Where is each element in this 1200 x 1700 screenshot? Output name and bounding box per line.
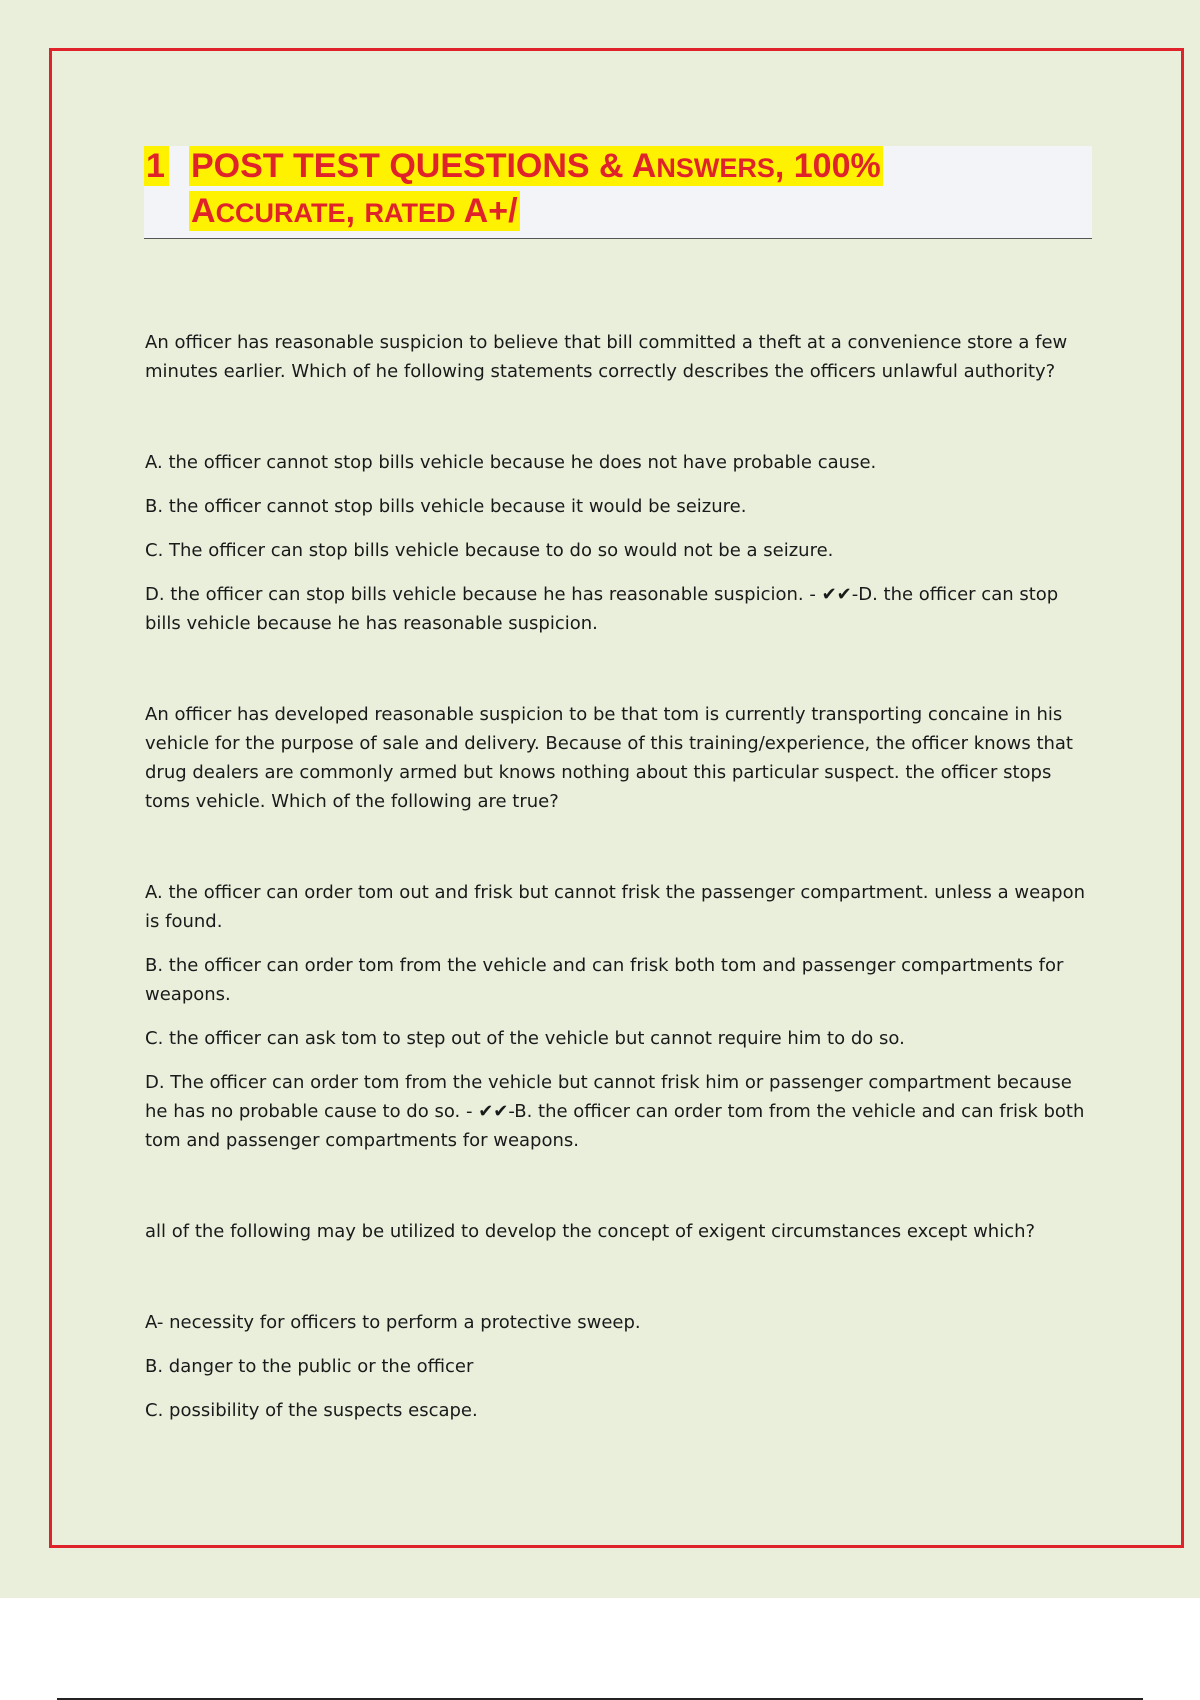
answer-option: B. danger to the public or the officer xyxy=(145,1356,474,1377)
answer-option-with-answer: D. the officer can stop bills vehicle because he has reasonable suspicion. - ✔✔-D. the officer can stop bills vehicle because he has reasonable suspicion. xyxy=(145,584,1059,634)
answer-option: B. the officer can order tom from the vehicle and can frisk both tom and passenger compartments for weapons. xyxy=(145,955,1064,1005)
answer-option: A. the officer can order tom out and frisk but cannot frisk the passenger compartment. unless a weapon is found. xyxy=(145,882,1086,932)
answer-option: A- necessity for officers to perform a protective sweep. xyxy=(145,1312,641,1333)
question-text: An officer has developed reasonable suspicion to be that tom is currently transporting concaine in his vehicle for the purpose of sale and delivery. Because of this training/experience, the officer knows that drug dealers are commonly armed but knows nothing about this particular suspect. the officer stops toms vehicle. Which of the following are true? xyxy=(145,704,1073,812)
question-text: An officer has reasonable suspicion to believe that bill committed a theft at a convenience store a few minutes earlier. Which of he following statements correctly describes the officers unlawful authority? xyxy=(145,332,1068,382)
answer-option: A. the officer cannot stop bills vehicle because he does not have probable cause. xyxy=(145,452,877,473)
answer-option: C. The officer can stop bills vehicle because to do so would not be a seizure. xyxy=(145,540,834,561)
heading-number: 1 xyxy=(144,146,169,186)
question-list xyxy=(145,328,1090,1440)
answer-option: C. possibility of the suspects escape. xyxy=(145,1400,478,1421)
heading-line-2: ACCURATE, RATED A+/ xyxy=(191,192,518,230)
heading-line-1: POST TEST QUESTIONS & ANSWERS, 100% xyxy=(191,147,881,185)
answer-option-with-answer: D. The officer can order tom from the vehicle but cannot frisk him or passenger compartment because he has no probable cause to do so. - ✔✔-B. the officer can order tom from the vehicle and can frisk both tom and passenger compartments for weapons. xyxy=(145,1072,1085,1151)
answer-option: C. the officer can ask tom to step out of the vehicle but cannot require him to do so. xyxy=(145,1028,905,1049)
answer-option: B. the officer cannot stop bills vehicle because it would be seizure. xyxy=(145,496,747,517)
question-text: all of the following may be utilized to develop the concept of exigent circumstances except which? xyxy=(145,1221,1036,1242)
